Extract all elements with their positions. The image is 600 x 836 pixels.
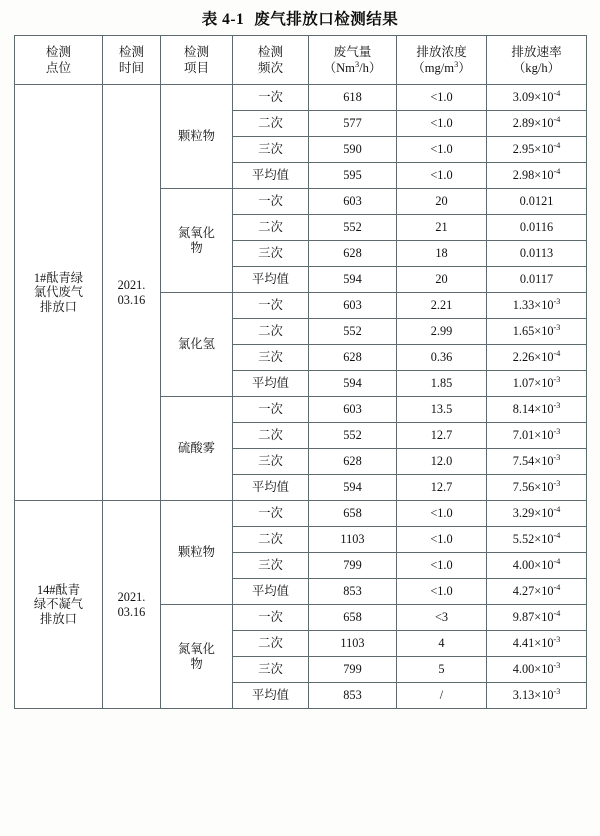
cell-rate: $2.26\times 10^{-4}$ — [487, 345, 587, 371]
header-concentration — [397, 36, 487, 85]
cell-rate: $7.54\times 10^{-3}$ — [487, 449, 587, 475]
table-header — [15, 36, 587, 85]
cell-concentration: / — [397, 683, 487, 709]
cell-concentration: 20 — [397, 189, 487, 215]
cell-rate: 0.0116 — [487, 215, 587, 241]
cell-flow: 853 — [309, 683, 397, 709]
header-row — [15, 36, 587, 85]
header-line: 项目 — [183, 61, 210, 75]
cell-rate: 0.0121 — [487, 189, 587, 215]
cell-concentration: <3 — [397, 605, 487, 631]
cell-flow: 552 — [309, 319, 397, 345]
cell-flow: 628 — [309, 241, 397, 267]
header-line: 检测 — [45, 44, 72, 59]
cell-monitoring-item — [161, 397, 233, 501]
cell-frequency: 二次 — [233, 215, 309, 241]
point-name-line: 氯代废气 — [33, 285, 84, 300]
cell-monitoring-time — [103, 501, 161, 709]
cell-flow: 552 — [309, 215, 397, 241]
item-name-line: 氯化氢 — [178, 337, 215, 352]
cell-flow: 595 — [309, 163, 397, 189]
cell-rate: $5.52\times 10^{-4}$ — [487, 527, 587, 553]
point-name-line: 排放口 — [40, 299, 77, 314]
cell-frequency: 三次 — [233, 657, 309, 683]
header-item — [161, 36, 233, 85]
cell-concentration: <1.0 — [397, 553, 487, 579]
header-flow — [309, 36, 397, 85]
cell-concentration: <1.0 — [397, 579, 487, 605]
point-name-line: 排放口 — [40, 611, 77, 626]
cell-concentration: <1.0 — [397, 111, 487, 137]
cell-monitoring-item — [161, 605, 233, 709]
cell-frequency: 平均值 — [233, 371, 309, 397]
cell-rate: $4.00\times 10^{-3}$ — [487, 657, 587, 683]
cell-concentration: 13.5 — [397, 397, 487, 423]
cell-frequency: 一次 — [233, 397, 309, 423]
header-point — [15, 36, 103, 85]
cell-concentration: 20 — [397, 267, 487, 293]
cell-concentration: <1.0 — [397, 163, 487, 189]
cell-concentration: 4 — [397, 631, 487, 657]
cell-rate: $1.65\times 10^{-3}$ — [487, 319, 587, 345]
cell-rate: $8.14\times 10^{-3}$ — [487, 397, 587, 423]
cell-flow: 590 — [309, 137, 397, 163]
point-name-line: 1#酞青绿 — [33, 270, 84, 285]
cell-frequency: 三次 — [233, 553, 309, 579]
cell-flow: 618 — [309, 85, 397, 111]
cell-concentration: 5 — [397, 657, 487, 683]
item-name-line: 物 — [190, 240, 203, 255]
table-body — [15, 85, 587, 709]
header-line: 点位 — [45, 61, 72, 75]
cell-frequency: 平均值 — [233, 267, 309, 293]
item-name-line: 物 — [190, 656, 203, 671]
cell-rate: $3.09\times 10^{-4}$ — [487, 85, 587, 111]
header-line: 排放浓度 — [416, 44, 467, 59]
cell-frequency: 一次 — [233, 605, 309, 631]
cell-rate: $2.89\times 10^{-4}$ — [487, 111, 587, 137]
point-name-line: 绿不凝气 — [33, 597, 84, 612]
header-line: 频次 — [257, 61, 284, 75]
cell-frequency: 二次 — [233, 527, 309, 553]
cell-flow: 799 — [309, 553, 397, 579]
cell-flow: 603 — [309, 397, 397, 423]
time-line: 03.16 — [117, 604, 146, 619]
header-time — [103, 36, 161, 85]
point-name-line: 14#酞青 — [36, 582, 81, 597]
cell-rate: $1.07\times 10^{-3}$ — [487, 371, 587, 397]
cell-frequency: 二次 — [233, 111, 309, 137]
cell-monitoring-item — [161, 85, 233, 189]
cell-concentration: <1.0 — [397, 137, 487, 163]
cell-concentration: 12.0 — [397, 449, 487, 475]
cell-rate: $7.01\times 10^{-3}$ — [487, 423, 587, 449]
item-name-line: 硫酸雾 — [178, 441, 215, 456]
cell-frequency: 一次 — [233, 501, 309, 527]
time-line: 03.16 — [117, 292, 146, 307]
cell-flow: 603 — [309, 189, 397, 215]
time-line: 2021. — [117, 590, 146, 604]
cell-flow: 1103 — [309, 527, 397, 553]
cell-rate: 0.0113 — [487, 241, 587, 267]
header-line: $(mg/m^3)$ — [412, 59, 471, 75]
emission-results-table — [14, 35, 587, 709]
cell-concentration: 21 — [397, 215, 487, 241]
cell-flow: 799 — [309, 657, 397, 683]
cell-rate: $9.87\times 10^{-4}$ — [487, 605, 587, 631]
cell-rate: $3.29\times 10^{-4}$ — [487, 501, 587, 527]
cell-frequency: 三次 — [233, 345, 309, 371]
table-row — [15, 501, 587, 527]
cell-flow: 552 — [309, 423, 397, 449]
cell-frequency: 三次 — [233, 137, 309, 163]
header-line: 检测 — [118, 44, 145, 59]
cell-concentration: 2.21 — [397, 293, 487, 319]
cell-frequency: 三次 — [233, 449, 309, 475]
header-line: 时间 — [118, 61, 145, 75]
cell-concentration: <1.0 — [397, 501, 487, 527]
table-row — [15, 85, 587, 111]
cell-rate: $2.95\times 10^{-4}$ — [487, 137, 587, 163]
cell-concentration: 12.7 — [397, 475, 487, 501]
cell-flow: 658 — [309, 605, 397, 631]
cell-flow: 628 — [309, 345, 397, 371]
cell-flow: 594 — [309, 371, 397, 397]
cell-rate: $3.13\times 10^{-3}$ — [487, 683, 587, 709]
item-name-line: 氮氧化 — [178, 642, 215, 656]
cell-rate: $4.27\times 10^{-4}$ — [487, 579, 587, 605]
header-line: 废气量 — [333, 44, 372, 59]
cell-flow: 577 — [309, 111, 397, 137]
cell-concentration: 2.99 — [397, 319, 487, 345]
cell-rate: $2.98\times 10^{-4}$ — [487, 163, 587, 189]
cell-monitoring-item — [161, 501, 233, 605]
cell-monitoring-item — [161, 189, 233, 293]
cell-monitoring-item — [161, 293, 233, 397]
cell-monitoring-point — [15, 501, 103, 709]
cell-rate: $1.33\times 10^{-3}$ — [487, 293, 587, 319]
cell-monitoring-time — [103, 85, 161, 501]
item-name-line: 氮氧化 — [178, 226, 215, 240]
cell-rate: $4.00\times 10^{-4}$ — [487, 553, 587, 579]
cell-frequency: 平均值 — [233, 163, 309, 189]
cell-frequency: 一次 — [233, 293, 309, 319]
cell-frequency: 二次 — [233, 423, 309, 449]
cell-frequency: 三次 — [233, 241, 309, 267]
cell-monitoring-point — [15, 85, 103, 501]
cell-flow: 628 — [309, 449, 397, 475]
header-line: （kg/h） — [512, 61, 561, 75]
cell-concentration: 12.7 — [397, 423, 487, 449]
cell-flow: 594 — [309, 267, 397, 293]
cell-frequency: 平均值 — [233, 475, 309, 501]
cell-concentration: 18 — [397, 241, 487, 267]
header-line: （Nm$^3$/h） — [323, 59, 382, 75]
table-title — [14, 0, 586, 35]
header-line: 排放速率 — [511, 44, 562, 59]
table-number: 表 4-1 — [201, 11, 245, 28]
cell-concentration: <1.0 — [397, 527, 487, 553]
cell-frequency: 二次 — [233, 319, 309, 345]
cell-flow: 853 — [309, 579, 397, 605]
table-title-text: 废气排放口检测结果 — [254, 11, 399, 28]
cell-rate: 0.0117 — [487, 267, 587, 293]
header-rate — [487, 36, 587, 85]
item-name-line: 颗粒物 — [178, 129, 215, 144]
cell-frequency: 平均值 — [233, 683, 309, 709]
cell-frequency: 一次 — [233, 189, 309, 215]
cell-flow: 594 — [309, 475, 397, 501]
cell-rate: $7.56\times 10^{-3}$ — [487, 475, 587, 501]
cell-flow: 658 — [309, 501, 397, 527]
time-line: 2021. — [117, 278, 146, 292]
header-line: 检测 — [257, 44, 284, 59]
cell-flow: 603 — [309, 293, 397, 319]
header-line: 检测 — [183, 44, 210, 59]
header-frequency — [233, 36, 309, 85]
cell-frequency: 平均值 — [233, 579, 309, 605]
cell-rate: $4.41\times 10^{-3}$ — [487, 631, 587, 657]
item-name-line: 颗粒物 — [178, 545, 215, 560]
cell-flow: 1103 — [309, 631, 397, 657]
cell-concentration: 1.85 — [397, 371, 487, 397]
cell-concentration: <1.0 — [397, 85, 487, 111]
cell-concentration: 0.36 — [397, 345, 487, 371]
cell-frequency: 二次 — [233, 631, 309, 657]
cell-frequency: 一次 — [233, 85, 309, 111]
